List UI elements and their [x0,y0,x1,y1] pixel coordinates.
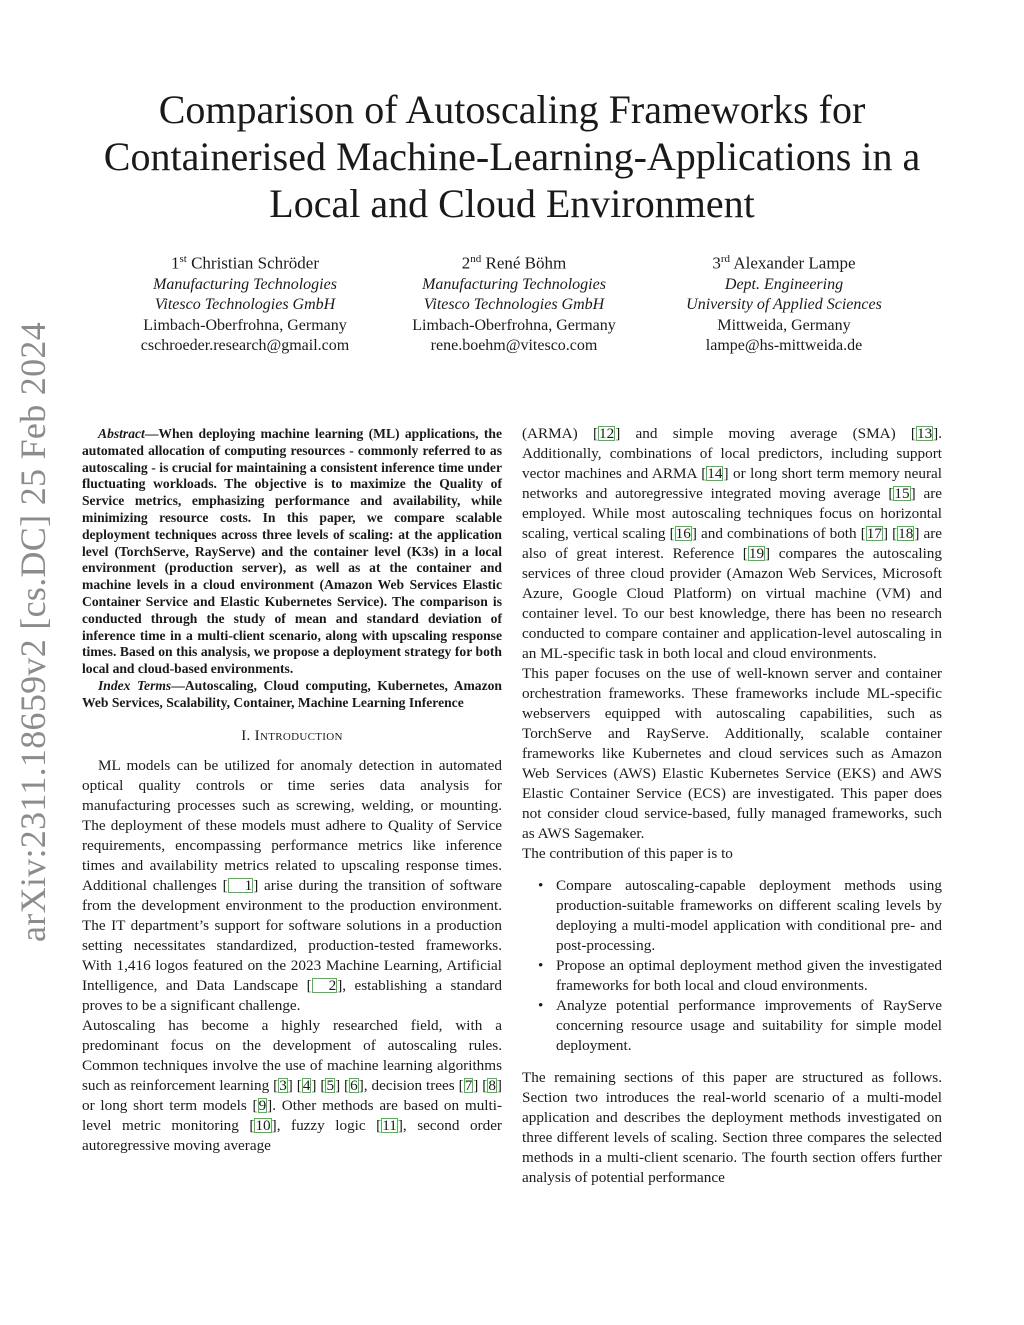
text-run: or long short term memory neural networks and autoregressive integrated moving average [522,465,943,502]
list-item-text: Analyze potential performance improvements of RayServe concerning resource usage and suitability for simple model deployment. [556,997,942,1054]
author-ordinal: 1 [170,253,180,273]
author-dept: Manufacturing Technologies [153,275,337,293]
author-ordinal-suffix: nd [470,253,482,265]
bullet-icon: • [538,997,544,1014]
section-title: Introduction [254,727,343,744]
abstract [82,426,502,678]
index-terms [82,678,502,712]
citation-link[interactable]: 19 [748,545,765,562]
author-name: Christian Schröder [191,253,320,273]
list-item-text: Propose an optimal deployment method given the investigated frameworks for both local and cloud environments. [556,957,942,994]
paragraph: (ARMA) [12] and simple moving average (SMA) [13]. Additionally, combinations of local predictors, including support vector machines and ARMA [14] or long short term memory neural networks and autoregressive integrated moving average [15] are employed. While most autoscaling techniques focus on horizontal scaling, vertical scaling [16] and combinations of both [17] [18] are also of great interest. Reference [19] compares the autoscaling services of three cloud provider (Amazon Web Services, Microsoft Azure, Google Cloud Platform) on virtual machine (VM) and container level. To our best knowledge, there has been no research conducted to compare container and application-level autoscaling in an ML-specific task in both local and cloud environments. [522,425,943,662]
text-run: , establishing a standard proves to be a significant challenge. [82,976,502,1014]
text-run: and combinations of both [696,525,861,542]
list-item [522,956,942,996]
author-ordinal: 2 [461,253,471,273]
author-email[interactable]: lampe@hs-mittweida.de [705,337,863,355]
section-numeral: I. [241,727,255,744]
text-run: , fuzzy logic [276,1116,377,1134]
author-ordinal-suffix: rd [720,253,731,265]
right-column [522,424,942,1188]
index-terms-text: Autoscaling, Cloud computing, Kubernetes, Amazon Web Services, Scalability, Container, Machine Learning Inference [82,677,502,710]
citation-link[interactable]: 11 [382,1116,397,1134]
author-org: Vitesco Technologies GmbH [423,296,605,314]
arxiv-identifier: arXiv:2311.18659v2 [cs.DC] 25 Feb 2024 [13,321,53,942]
index-terms-dash: — [171,677,185,693]
text-run: , decision trees [363,1076,459,1094]
text-run: and simple moving average (SMA) [620,425,911,442]
author-ordinal: 3 [712,253,721,273]
citation-link[interactable]: 8 [488,1076,496,1094]
paragraph: This paper focuses on the use of well-known server and container orchestration frameworks. These frameworks include ML-specific webservers equipped with autoscaling capabilities, such as TorchServe and RayServe. Additionally, scalable container frameworks like Kubernetes and cloud services such as Amazon Web Services (AWS) Elastic Kubernetes Service (EKS) and AWS Elastic Container Service (ECS) are investigated. This paper does not consider cloud service-based, fully managed frameworks, such as AWS Sagemaker. [522,665,942,842]
citation-link[interactable]: 9 [258,1096,267,1114]
text-run: arise during the transition of software from the development environment to the production environment. The IT department’s support for software solutions in a production setting necessitates standardized, production-tested frameworks. With 1,416 logos featured on the 2023 Machine Learning, Artificial Intelligence, and Data Landscape [82,876,503,994]
author-1 [95,248,395,357]
abstract-text: When deploying machine learning (ML) applications, the automated allocation of computing resources - commonly referred to as autoscaling - is crucial for maintaining a consistent inference time under fluctuating workloads. The objective is to maximize the Quality of Service metrics, emphasizing performance and availability, while minimizing resource costs. In this paper, we compare scalable deployment techniques across three levels of scaling: at the application level (TorchServe, RayServe) and the container level (K3s) in a local environment (production server), as well as at the container and machine levels in a cloud environment (Amazon Web Services Elastic Container Service and Elastic Kubernetes Service). The comparison is conducted through the study of mean and standard deviation of inference time in a multi-client scenario, along with upscaling response times. Based on this analysis, we propose a deployment strategy for both local and cloud-based environments. [82,426,502,677]
abstract-dash: — [144,426,159,441]
citation-link[interactable]: 6 [350,1076,358,1094]
list-item [522,996,942,1056]
text-run: ML models can be utilized for anomaly detection in automated optical quality controls or time series data analysis for manufacturing processes such as screwing, welding, or mounting. The deployment of these models must adhere to Quality of Service requirements, encompassing performance metrics like inference times and availability metrics related to upscaling response times. Additional challenges [82,756,502,894]
citation-link[interactable]: 15 [894,485,910,502]
author-location: Limbach-Oberfrohna, Germany [412,316,616,334]
citation-link[interactable]: 12 [599,425,615,442]
citation-link[interactable]: 3 [279,1076,287,1094]
section-heading [82,726,502,746]
citation-link[interactable]: 7 [464,1076,473,1094]
list-item [522,876,942,956]
text-run: (ARMA) [522,425,593,442]
index-terms-label: Index Terms [98,677,172,693]
contribution-list [522,876,942,1056]
author-org: Vitesco Technologies GmbH [154,296,336,314]
citation-link[interactable]: 10 [255,1116,271,1134]
author-dept: Dept. Engineering [724,275,844,293]
citation-link[interactable]: 5 [326,1076,335,1094]
author-location: Mittweida, Germany [717,316,851,334]
abstract-label: Abstract [98,426,145,441]
citation-link[interactable]: 17 [866,525,882,542]
author-dept: Manufacturing Technologies [422,275,606,293]
paragraph: The contribution of this paper is to [522,845,733,862]
citation-link[interactable]: 4 [302,1076,311,1094]
citation-link[interactable]: 13 [916,425,933,442]
paper-title: Comparison of Autoscaling Frameworks for Containerised Machine-Learning-Applications in a Local and Cloud Environment [103,87,921,226]
author-email[interactable]: cschroeder.research@gmail.com [140,337,350,355]
text-run: or long short term models [82,1096,253,1114]
citation-link[interactable]: 14 [707,465,723,482]
author-2 [364,248,664,357]
author-name: Alexander Lampe [733,253,856,273]
text-run: are also of great interest. Reference [522,525,942,562]
author-3 [634,248,934,357]
bullet-icon: • [538,957,544,974]
author-location: Limbach-Oberfrohna, Germany [143,316,347,334]
text-run: . Other methods are based on multi-level metric monitoring [82,1096,502,1134]
text-run: . Additionally, combinations of local predictors, including support vector machines and ARMA [522,425,943,482]
paragraph: The remaining sections of this paper are structured as follows. Section two introduces the real-world scenario of a multi-model application and describes the deployment methods investigated on three different levels of scaling. Section three compares the selected methods in a multi-client scenario. The fourth section offers further analysis of potential performance [522,1069,942,1186]
text-run: , second order autoregressive moving average [82,1116,502,1154]
citation-link[interactable]: 16 [675,525,691,542]
author-email[interactable]: rene.boehm@vitesco.com [430,337,598,355]
bullet-icon: • [538,877,544,894]
list-item-text: Compare autoscaling-capable deployment methods using production-suitable frameworks on different scaling levels by deploying a multi-model application with conditional pre- and post-processing. [556,877,942,954]
author-org: University of Applied Sciences [686,296,882,314]
paragraph: ML models can be utilized for anomaly detection in automated optical quality controls or time series data analysis for manufacturing processes such as screwing, welding, or mounting. The deployment of these models must adhere to Quality of Service requirements, encompassing performance metrics like inference times and availability metrics related to upscaling response times. Additional challenges [ 1] arise during the transition of software from the development environment to the production environment. The IT department’s support for software solutions in a production setting necessitates standardized, production-tested frameworks. With 1,416 logos featured on the 2023 Machine Learning, Artificial Intelligence, and Data Landscape [ 2], establishing a standard proves to be a significant challenge. [82,756,503,1014]
paragraph: Autoscaling has become a highly researched field, with a predominant focus on the development of autoscaling rules. Common techniques involve the use of machine learning algorithms such as reinforcement learning [3] [4] [5] [6], decision trees [7] [8] or long short term models [9]. Other methods are based on multi-level metric monitoring [10], fuzzy logic [11], second order autoregressive moving average [82,1016,502,1154]
citation-link[interactable]: 2 [312,978,338,993]
text-run: Autoscaling has become a highly researched field, with a predominant focus on the development of autoscaling rules. Common techniques involve the use of machine learning algorithms such as reinforcement learning [82,1016,502,1094]
author-name: René Böhm [485,253,567,273]
citation-link[interactable]: 1 [228,878,254,893]
text-run: are employed. While most autoscaling techniques focus on horizontal scaling, vertical scaling [522,485,942,542]
left-column [82,426,502,1156]
text-run: compares the autoscaling services of three cloud provider (Amazon Web Services, Microsoft Azure, Google Cloud Platform) on virtual machine (VM) and container level. To our best knowledge, there has been no research conducted to compare container and application-level autoscaling in an ML-specific task in both local and cloud environments. [522,545,942,662]
citation-link[interactable]: 18 [898,525,914,542]
author-ordinal-suffix: st [179,253,187,265]
